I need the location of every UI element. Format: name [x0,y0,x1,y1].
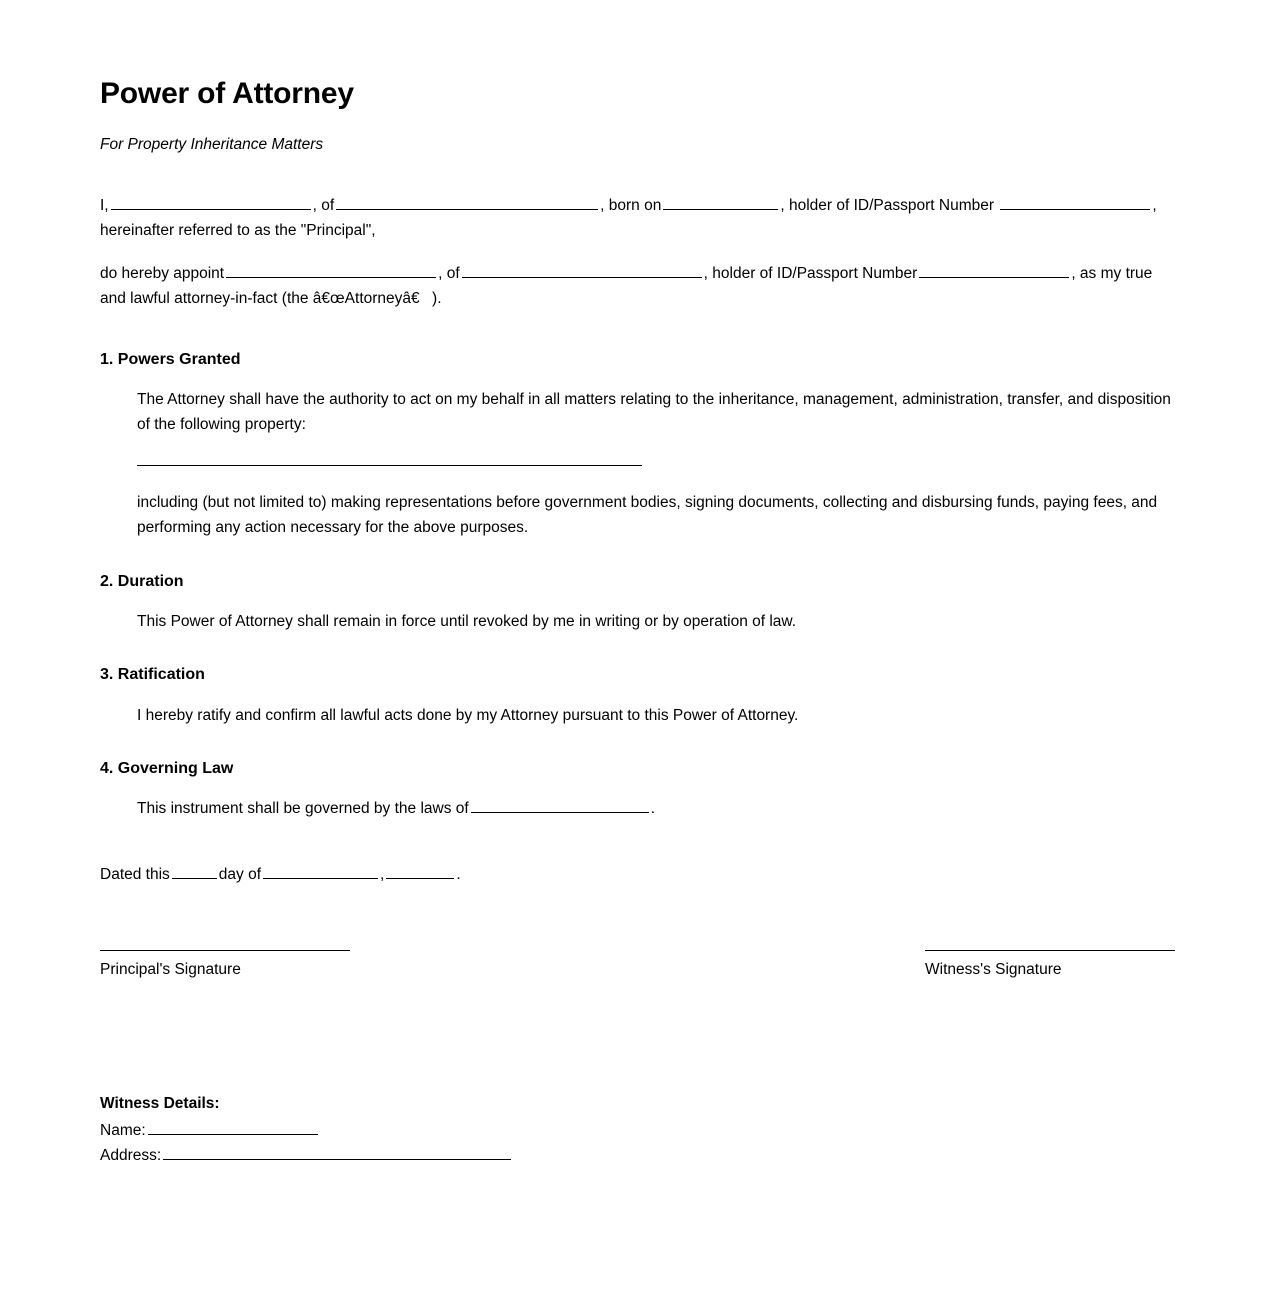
section-heading-powers-granted: 1. Powers Granted [100,350,241,368]
governing-law-text: This instrument shall be governed by the laws of [137,800,469,818]
appoint-text-of: , of [438,264,460,282]
dated-day-blank[interactable] [172,864,217,879]
witness-details-title: Witness Details: [100,1095,220,1113]
witness-name-row [100,1118,1178,1143]
section-heading-ratification: 3. Ratification [100,666,205,684]
witness-details-block [100,1093,1178,1168]
witness-address-blank[interactable] [163,1145,511,1160]
section-body-powers-granted-intro: The Attorney shall have the authority to act on my behalf in all matters relating to the inheritance, management, administration, transfer, and disposition of the following property: [137,390,1171,434]
signature-area [100,949,1178,1005]
principal-birthdate-blank[interactable] [663,195,778,210]
dated-month-blank[interactable] [263,864,378,879]
section-body-duration: This Power of Attorney shall remain in force until revoked by me in writing or by operation of law. [137,612,797,630]
witness-signature-line[interactable] [925,949,1175,951]
section-heading-duration: 2. Duration [100,572,184,590]
appoint-text-lead: do hereby appoint [100,264,225,282]
attorney-address-blank[interactable] [462,263,702,278]
intro-text-of: , of [312,196,335,214]
principal-signature-line[interactable] [100,949,350,951]
governing-law-period: . [650,800,656,818]
dated-line [100,862,1178,888]
appoint-text-as: , as [1071,264,1097,282]
dated-text-period: . [456,865,461,883]
intro-text-born-on: , born on [600,196,662,214]
section-body-governing-law [137,796,1178,822]
attorney-name-blank[interactable] [226,263,436,278]
dated-text-lead: Dated this [100,865,170,883]
appointment-paragraph [100,261,1178,312]
dated-text-comma: , [380,865,385,883]
section-heading-governing-law: 4. Governing Law [100,760,234,778]
intro-text-id: , holder of ID/Passport Number [780,196,995,214]
section-body-powers-granted-scope: including (but not limited to) making representations before government bodies, signing documents, collecting and disbursing funds, paying fees, and performing any action necessary for the above purposes. [137,493,1158,537]
principal-signature-block [100,949,350,980]
attorney-id-blank[interactable] [919,263,1069,278]
witness-name-label: Name: [100,1122,146,1140]
intro-text-hereinafter: , hereinafter referred to as the "Principal", [100,196,1157,240]
dated-text-day-of: day of [218,865,262,883]
intro-text-i: I, [100,196,109,214]
witness-signature-block [925,949,1175,980]
page-title: Power of Attorney [100,77,354,110]
witness-address-label: Address: [100,1147,162,1165]
witness-address-row [100,1143,1178,1168]
property-description-blank[interactable] [137,464,642,466]
principal-id-blank[interactable] [1000,195,1150,210]
principal-signature-label: Principal's Signature [100,961,241,979]
principal-name-blank[interactable] [111,195,311,210]
intro-paragraph [100,193,1178,244]
page-subtitle: For Property Inheritance Matters [100,135,324,153]
witness-signature-label: Witness's Signature [925,961,1062,979]
document-body [100,78,1178,1168]
dated-year-blank[interactable] [386,864,454,879]
appoint-text-attorney-in-fact: my true and lawful attorney-in-fact (the â€œAttorneyâ€). [100,264,1153,308]
principal-address-blank[interactable] [336,195,598,210]
appoint-text-id: , holder of ID/Passport Number [703,264,918,282]
section-body-ratification: I hereby ratify and confirm all lawful acts done by my Attorney pursuant to this Power of Attorney. [137,706,799,724]
governing-law-jurisdiction-blank[interactable] [471,798,649,813]
witness-name-blank[interactable] [148,1120,318,1135]
